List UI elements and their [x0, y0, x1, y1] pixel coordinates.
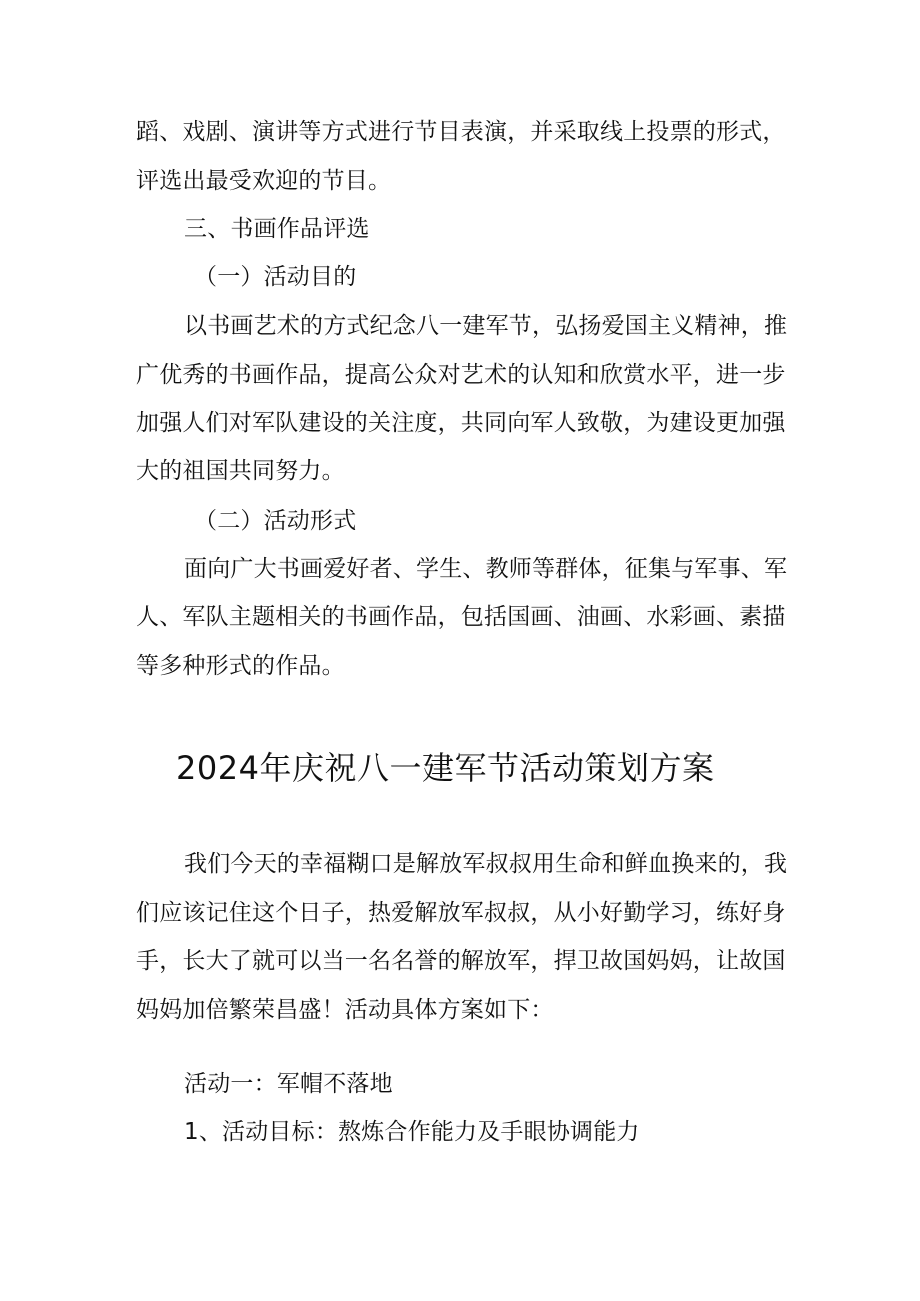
- paragraph-line: 以书画艺术的方式纪念八一建军节，弘扬爱国主义精神，推: [184, 313, 788, 339]
- paragraph-line: 等多种形式的作品。: [136, 653, 345, 679]
- paragraph-line: 手，长大了就可以当一名名誉的解放军，捍卫故国妈妈，让故国: [136, 948, 786, 974]
- activity-goal: 1、活动目标：熬炼合作能力及手眼协调能力: [184, 1119, 640, 1145]
- paragraph-line: 们应该记住这个日子，热爱解放军叔叔，从小好勤学习，练好身: [136, 900, 786, 926]
- subsection-heading: （二）活动形式: [194, 508, 357, 534]
- document-title: 2024年庆祝八一建军节活动策划方案: [176, 749, 715, 787]
- paragraph-line: 妈妈加倍繁荣昌盛！活动具体方案如下：: [136, 997, 554, 1023]
- paragraph-line: 蹈、戏剧、演讲等方式进行节目表演，并采取线上投票的形式，: [136, 119, 786, 145]
- paragraph-line: 我们今天的幸福糊口是解放军叔叔用生命和鲜血换来的，我: [184, 851, 788, 877]
- paragraph-line: 广优秀的书画作品，提高公众对艺术的认知和欣赏水平，进一步: [136, 362, 786, 388]
- paragraph-line: 大的祖国共同努力。: [136, 458, 345, 484]
- section-heading: 三、书画作品评选: [184, 216, 370, 242]
- paragraph-line: 面向广大书画爱好者、学生、教师等群体，征集与军事、军: [184, 556, 788, 582]
- activity-heading: 活动一：军帽不落地: [184, 1071, 393, 1097]
- paragraph-line: 人、军队主题相关的书画作品，包括国画、油画、水彩画、素描: [136, 604, 786, 630]
- paragraph-line: 加强人们对军队建设的关注度，共同向军人致敬，为建设更加强: [136, 410, 786, 436]
- subsection-heading: （一）活动目的: [194, 264, 357, 290]
- paragraph-line: 评选出最受欢迎的节目。: [136, 168, 392, 194]
